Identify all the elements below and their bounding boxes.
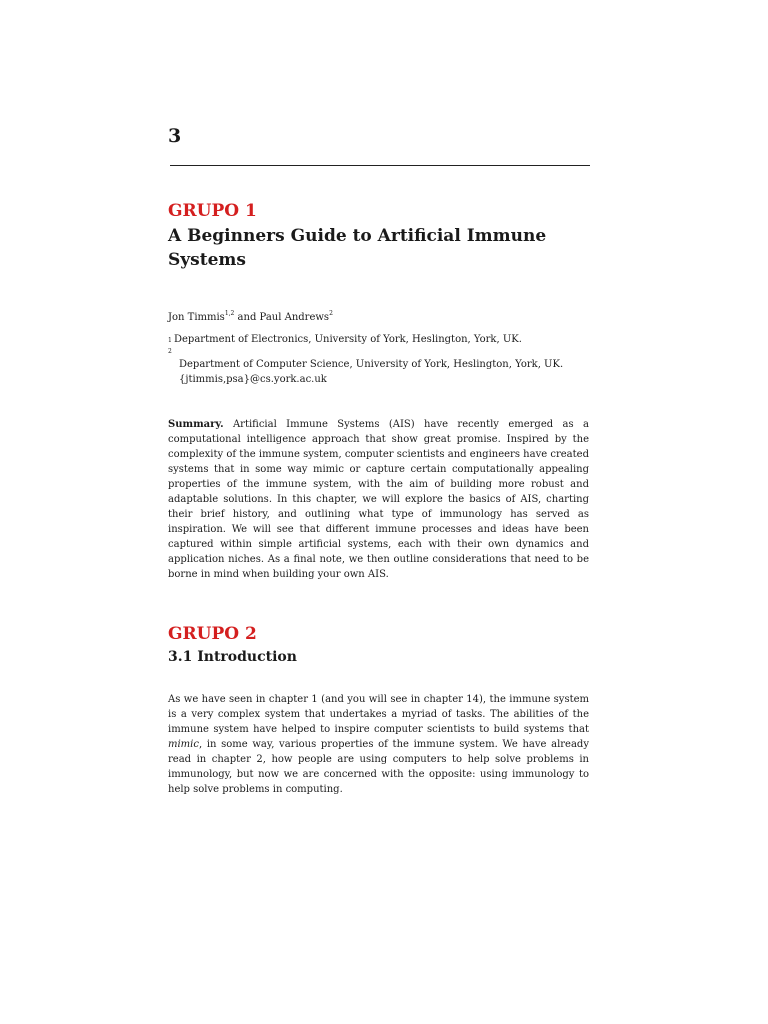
intro-text-before: As we have seen in chapter 1 (and you will see in chapter 14), the immune system is a very complex system that undertakes a myriad of tasks. The abilities of the immune system have helped to inspire computer scientists to build systems that — [168, 694, 589, 735]
author-email: {jtimmis,psa}@cs.york.ac.uk — [179, 374, 327, 385]
group-label-1: GRUPO 1 — [168, 201, 257, 221]
author-line — [168, 307, 333, 325]
intro-text-after: , in some way, various properties of the immune system. We have already read in chapter 2, how people are using computers to help solve problems in immunology, but now we are concerned with the opposite: using immunology to help solve problems in computing. — [168, 739, 589, 795]
affiliation-1-mark: 1 — [168, 337, 172, 344]
summary-text: Artificial Immune Systems (AIS) have recently emerged as a computational intelligence approach that show great promise. Inspired by the complexity of the immune system, computer scientists and engineers have created systems that in some way mimic or capture certain computationally appealing properties of the immune system, with the aim of building more robust and adaptable solutions. In this chapter, we will explore the basics of AIS, charting their brief history, and outlining what type of immunology has served as inspiration. We will see that different immune processes and ideas have been captured within simple artificial systems, each with their own dynamics and application niches. As a final note, we then outline considerations that need to be borne in mind when building your own AIS. — [168, 419, 589, 580]
section-heading: 3.1 Introduction — [168, 649, 297, 665]
author-2-name: Paul Andrews — [259, 312, 330, 323]
author-connector: and — [237, 312, 257, 323]
summary-paragraph — [168, 417, 589, 582]
chapter-title: A Beginners Guide to Artificial Immune Systems — [168, 226, 547, 270]
group-label-2: GRUPO 2 — [168, 624, 257, 644]
chapter-rule — [170, 165, 590, 166]
affiliation-2-mark: 2 — [168, 348, 172, 355]
affiliation-1-text: Department of Electronics, University of York, Heslington, York, UK. — [174, 334, 522, 345]
author-1-affiliation-mark: 1,2 — [224, 310, 235, 317]
intro-emphasis: mimic — [168, 739, 199, 750]
author-2-affiliation-mark: 2 — [329, 310, 333, 317]
intro-paragraph — [168, 692, 589, 797]
affiliation-2-text: Department of Computer Science, University of York, Heslington, York, UK. — [179, 359, 564, 370]
author-1-name: Jon Timmis — [168, 312, 225, 323]
chapter-number: 3 — [168, 125, 182, 147]
summary-label: Summary. — [168, 419, 224, 430]
